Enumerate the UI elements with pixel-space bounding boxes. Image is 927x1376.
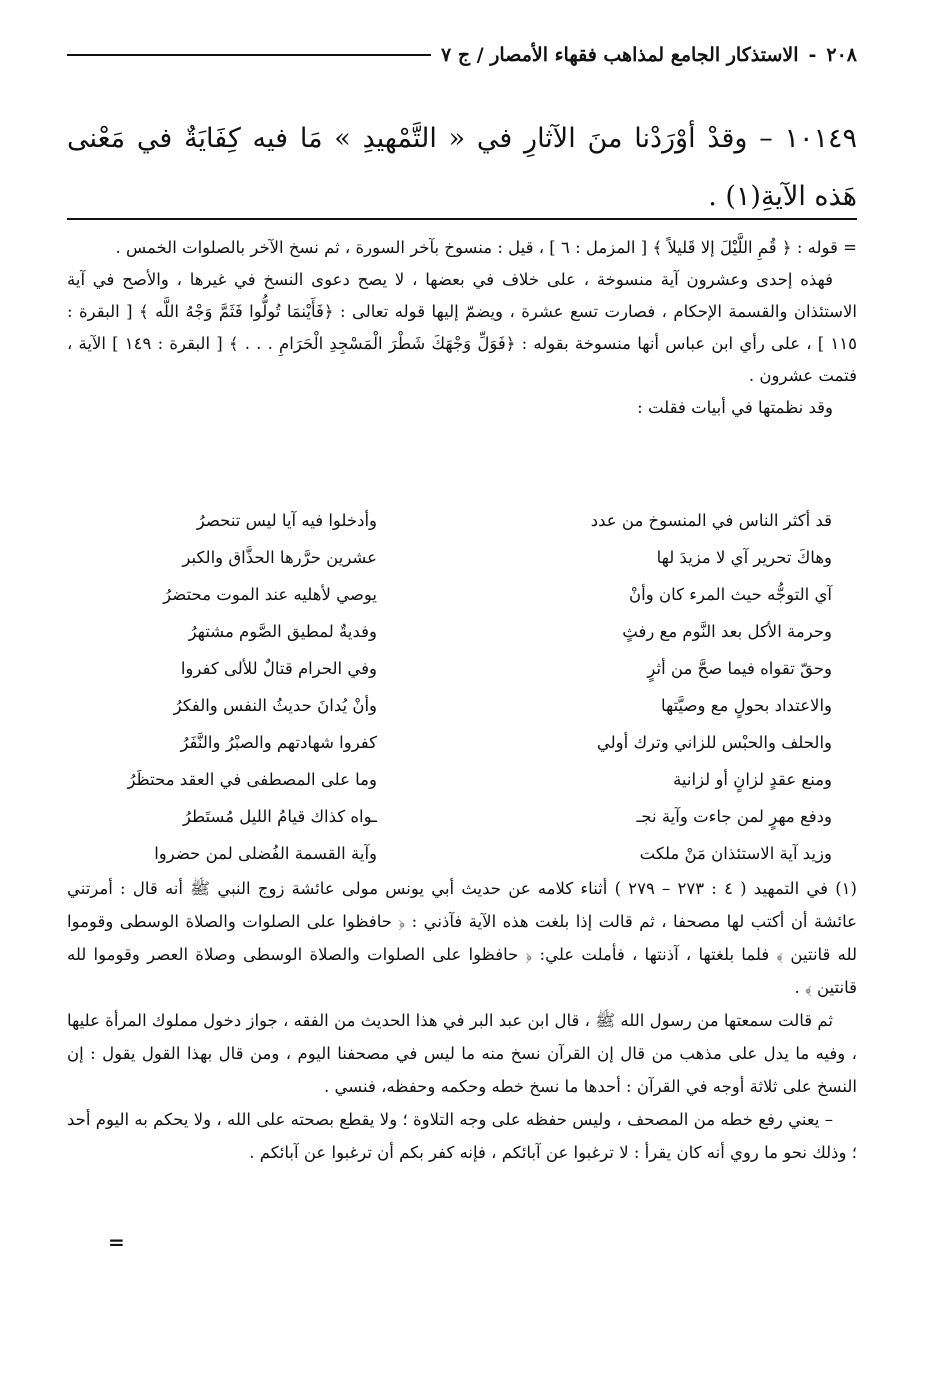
verse-second-hemistich: ـواه كذاك قيامُ الليل مُستَطرُ [182,807,377,826]
footnote-line: ثم قالت سمعتها من رسول الله ﷺ ، قال ابن عبد البر في هذا الحديث من الفقه ، جواز دخول مملوك المرأة عليها ، وفيه ما يدل على مذهب من قال إن القرآن نسخ منه ما ليس في مصحفنا اليوم ، ومن قال بهذا القول يقول : إن النسخ على ثلاثة أوجه في القرآن : أحدها ما نسخ خطه وحكمه وحفظه، فنسي . [67,1011,857,1096]
verse-second-hemistich: وفديةٌ لمطيق الصَّوم مشتهرُ [188,622,377,641]
verse-first-hemistich: قد أكثر الناس في المنسوخ من عدد [590,511,832,530]
verse-first-hemistich: وحرمة الأكل بعد النَّوم مع رفثٍ [622,622,832,641]
header-dash: - [808,44,817,66]
header-rule [67,54,431,56]
verse-second-hemistich: وآية القسمة الفُضلى لمن حضروا [154,844,377,863]
footnote-separator [67,218,857,220]
verse-second-hemistich: وأدخلوا فيه آيا ليس تنحصرُ [196,511,377,530]
poem-verse [87,613,832,650]
poem-verse [87,576,832,613]
page-header [67,44,857,66]
poem-verse [87,687,832,724]
verse-first-hemistich: وزيد آية الاستئذان مَنْ ملكت [639,844,832,863]
verse-second-hemistich: وفي الحرام قتالٌ للألى كفروا [180,659,377,678]
verse-second-hemistich: عشرين حرَّرها الحذَّاق والكبر [182,548,377,567]
verse-first-hemistich: وهاكَ تحرير آي لا مزيدَ لها [656,548,832,567]
verse-first-hemistich: ودفع مهرٍ لمن جاءت وآية نجـ [636,807,832,826]
continuation-mark: = [108,1230,125,1254]
verse-first-hemistich: وحقّ تقواه فيما صحَّ من أثرٍ [647,659,832,678]
poem-verse [87,539,832,576]
footnote-line: – يعني رفع خطه من المصحف ، وليس حفظه على وجه التلاوة ؛ ولا يقطع بصحته على الله ، ولا يحكم به اليوم أحد ؛ وذلك نحو ما روي أنه كان يقرأ : لا ترغبوا عن آبائكم ، فإنه كفر بكم أن ترغبوا عن آبائكم . [67,1110,857,1162]
poem-verse [87,502,832,539]
verse-second-hemistich: يوصي لأهليه عند الموت محتضرُ [163,585,377,604]
verse-first-hemistich: آي التوجُّه حيث المرء كان وأنْ [629,585,832,604]
verse-first-hemistich: ومنع عقدٍ لزانٍ أو لزانية [673,770,832,789]
verse-second-hemistich: وما على المصطفى في العقد محتظَرُ [127,770,377,789]
poem-verse [87,761,832,798]
poem-verse [87,835,832,872]
verse-first-hemistich: والحلف والحبْس للزاني وترك أولي [596,733,832,752]
running-title: الاستذكار الجامع لمذاهب فقهاء الأمصار / ج ٧ [440,44,799,66]
note-line: = قوله : ﴿ قُمِ اللَّيْلَ إلا قَليلاً ﴾ [ المزمل : ٦ ] ، قيل : منسوخ بآخر السورة ، ثم نسخ الآخر بالصلوات الخمس . [115,238,857,257]
verse-second-hemistich: كفروا شهادتهم والصبْرُ والنَّفَرُ [180,733,377,752]
poem-verse [87,798,832,835]
note-line: فهذه إحدى وعشرون آية منسوخة ، على خلاف في بعضها ، لا يصح دعوى النسخ في غيرها ، والأصح في آية الاستئذان والقسمة الإحكام ، فصارت تسع عشرة ، ويضمّ إليها قوله تعالى : ﴿فَأَيْنمَا تُولُّوا فَثَمَّ وَجْهُ اللَّه ﴾ [ البقرة : ١١٥ ] ، على رأي ابن عباس أنها منسوخة بقوله : ﴿فَوَلِّ وَجْهَكَ شَطْرَ الْمَسْجِدِ الْحَرَامِ . . . ﴾ [ البقرة : ١٤٩ ] الآية ، فتمت عشرون . [67,270,857,385]
poem [87,502,832,872]
poem-verse [87,724,832,761]
verse-second-hemistich: وأنْ يُدانَ حديثُ النفس والفكرُ [173,696,377,715]
note-line: وقد نظمتها في أبيات فقلت : [637,398,833,417]
poem-verse [87,650,832,687]
main-paragraph: ١٠١٤٩ – وقدْ أوْرَدْنا منَ الآثارِ في « التَّمْهيدِ » مَا فيه كِفَايَةٌ في مَعْنى هَذه الآيةِ(١) . [67,123,857,212]
page-number: ٢٠٨ [826,44,857,66]
verse-first-hemistich: والاعتداد بحولٍ مع وصيَّتها [660,696,832,715]
footnotes [67,872,857,1169]
footnote-1: (١) في التمهيد ( ٤ : ٢٧٣ – ٢٧٩ ) أثناء كلامه عن حديث أبي يونس مولى عائشة زوج النبي ﷺ أنه قال : أمرتني عائشة أن أكتب لها مصحفا ، ثم قالت إذا بلغت هذه الآية فآذني : ﴿ حافظوا على الصلوات والصلاة الوسطى وقوموا لله قانتين ﴾ فلما بلغتها ، آذنتها ، فأملت علي: ﴿ حافظوا على الصلوات والصلاة الوسطى وصلاة العصر وقوموا لله قانتين ﴾ . [67,879,857,997]
continued-notes [67,232,857,424]
